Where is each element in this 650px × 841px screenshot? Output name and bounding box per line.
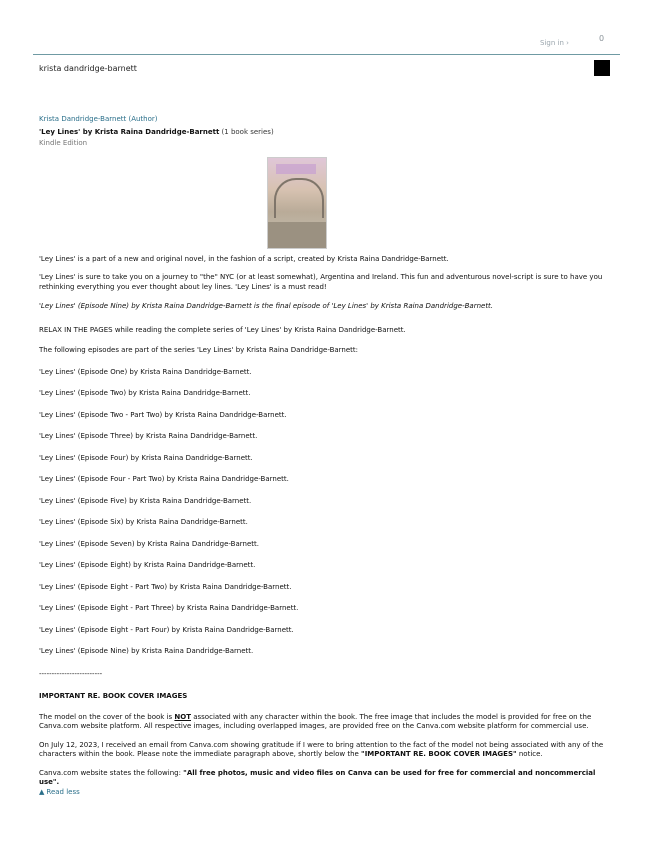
episode-item: 'Ley Lines' (Episode Eight - Part Three) by Krista Raina Dandridge-Barnett.	[39, 604, 299, 612]
cover-notice-text: associated with any character within the book. The free image that includes the model is provided for free on the Canva.com website platform. All respective images, including overlapped images, are provided free on the Canva.com website platform for commercial use.	[39, 712, 592, 730]
episode-list	[39, 368, 614, 657]
episode-item: 'Ley Lines' (Episode Four - Part Two) by Krista Raina Dandridge-Barnett.	[39, 475, 289, 483]
episode-item: 'Ley Lines' (Episode Five) by Krista Raina Dandridge-Barnett.	[39, 496, 252, 505]
cover-floor-art	[268, 222, 326, 248]
search-button[interactable]	[594, 60, 610, 76]
series-title: 'Ley Lines' by Krista Raina Dandridge-Barnett	[39, 127, 220, 136]
divider-line: -------------------------	[39, 669, 103, 678]
author-link[interactable]: Krista Dandridge-Barnett (Author)	[39, 115, 158, 123]
description-paragraph: The following episodes are part of the series 'Ley Lines' by Krista Raina Dandridge-Barnett:	[39, 346, 359, 354]
description-paragraph: RELAX IN THE PAGES while reading the complete series of 'Ley Lines' by Krista Raina Dandridge-Barnett.	[39, 325, 406, 334]
episode-item: 'Ley Lines' (Episode Two - Part Two) by Krista Raina Dandridge-Barnett.	[39, 410, 287, 419]
read-less-label: Read less	[46, 787, 80, 796]
cover-notice-text: Canva.com website states the following:	[39, 768, 184, 777]
cover-notice-text: On July 12, 2023, I received an email from Canva.com showing gratitude if I were to bring attention to the fact of the model not being associated with any of the characters within the book. Please note the immediate paragraph above, shortly below the	[39, 740, 604, 758]
header-divider	[33, 54, 620, 55]
cover-notice-bold: "IMPORTANT RE. BOOK COVER IMAGES"	[361, 750, 517, 758]
description-paragraph: 'Ley Lines' is sure to take you on a journey to "the" NYC (or at least somewhat), Argentina and Ireland. This fun and adventurous novel-script is sure to have you rethinking everything you ever thought about ley lines. 'Ley Lines' is a must read!	[39, 273, 603, 291]
episode-item: 'Ley Lines' (Episode Seven) by Krista Raina Dandridge-Barnett.	[39, 539, 259, 548]
book-detail	[39, 115, 614, 797]
episode-item: 'Ley Lines' (Episode Eight - Part Four) by Krista Raina Dandridge-Barnett.	[39, 625, 294, 634]
edition-label: Kindle Edition	[39, 139, 88, 147]
episode-item: 'Ley Lines' (Episode Six) by Krista Raina Dandridge-Barnett.	[39, 518, 248, 526]
series-title-line	[39, 128, 614, 138]
episode-item: 'Ley Lines' (Episode Nine) by Krista Raina Dandridge-Barnett.	[39, 647, 254, 655]
sign-in-link[interactable]: Sign in ›	[540, 39, 569, 47]
cover-notice-bold: "All free photos, music and video files on Canva can be used for free for commercial and noncommercial use".	[39, 768, 596, 786]
episode-item: 'Ley Lines' (Episode One) by Krista Raina Dandridge-Barnett.	[39, 367, 252, 376]
episode-item: 'Ley Lines' (Episode Four) by Krista Raina Dandridge-Barnett.	[39, 453, 253, 462]
episode-item: 'Ley Lines' (Episode Eight) by Krista Raina Dandridge-Barnett.	[39, 561, 256, 569]
top-bar	[0, 0, 650, 55]
cover-notice-paragraph	[39, 713, 614, 732]
search-input[interactable]: krista dandridge-barnett	[39, 64, 137, 73]
series-count: (1 book series)	[221, 127, 274, 136]
description-paragraph: 'Ley Lines' is a part of a new and original novel, in the fashion of a script, created by Krista Raina Dandridge-Barnett.	[39, 254, 449, 263]
cover-arch-art	[274, 178, 324, 218]
cover-notice-paragraph	[39, 741, 614, 760]
cover-notice-not: NOT	[174, 712, 191, 721]
cover-notice-text: notice.	[516, 750, 543, 758]
episode-item: 'Ley Lines' (Episode Eight - Part Two) by Krista Raina Dandridge-Barnett.	[39, 582, 292, 591]
cover-notice-paragraph	[39, 769, 614, 788]
episode-item: 'Ley Lines' (Episode Three) by Krista Raina Dandridge-Barnett.	[39, 432, 258, 440]
cart-count-badge[interactable]: 0	[599, 34, 605, 43]
description-paragraph: 'Ley Lines' (Episode Nine) by Krista Raina Dandridge-Barnett is the final episode of 'Ley Lines' by Krista Raina Dandridge-Barnett.	[39, 302, 494, 310]
cover-title-art	[276, 164, 316, 174]
read-less-link[interactable]	[39, 788, 614, 798]
important-heading: IMPORTANT RE. BOOK COVER IMAGES	[39, 692, 188, 700]
cover-notice-text: The model on the cover of the book is	[39, 712, 175, 721]
episode-item: 'Ley Lines' (Episode Two) by Krista Raina Dandridge-Barnett.	[39, 389, 251, 397]
book-cover-image[interactable]	[267, 157, 327, 249]
chevron-up-icon: ▲	[39, 787, 45, 796]
